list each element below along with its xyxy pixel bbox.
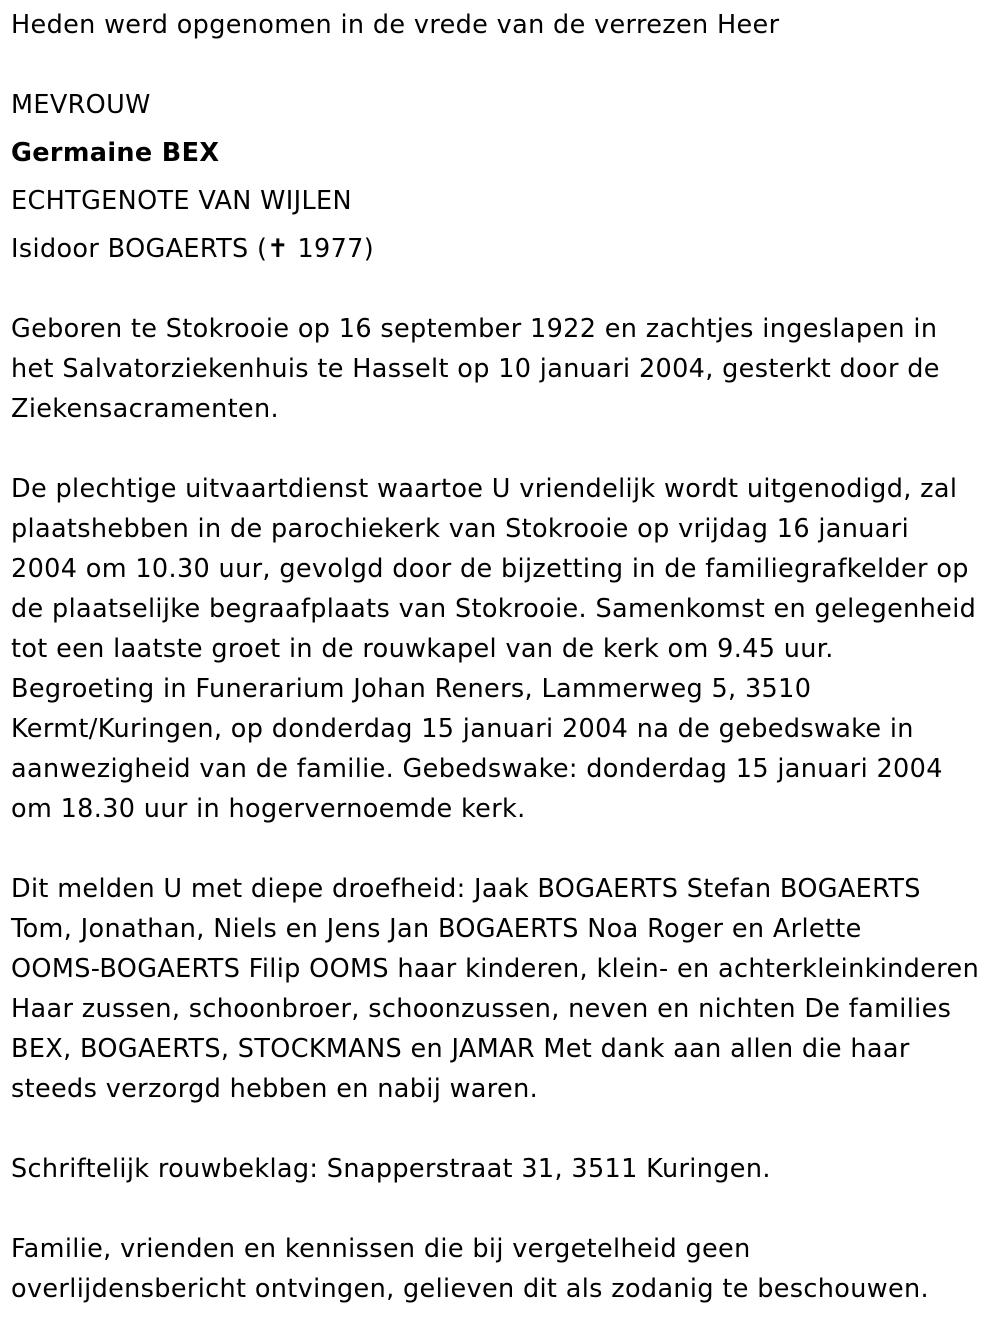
paragraph-line: OOMS-BOGAERTS Filip OOMS haar kinderen, klein- en achterkleinkinderen (11, 954, 980, 984)
relation-text: ECHTGENOTE VAN WIJLEN (11, 186, 352, 216)
intro-text: Heden werd opgenomen in de vrede van de verrezen Heer (11, 10, 780, 40)
paragraph-line: Ziekensacramenten. (11, 394, 279, 424)
paragraph-line: 2004 om 10.30 uur, gevolgd door de bijzetting in de familiegrafkelder op (11, 554, 969, 584)
paragraph-line: Geboren te Stokrooie op 16 september 1922 en zachtjes ingeslapen in (11, 314, 938, 344)
paragraph-line: Kermt/Kuringen, op donderdag 15 januari 2004 na de gebedswake in (11, 714, 914, 744)
paragraph-line: Begroeting in Funerarium Johan Reners, Lammerweg 5, 3510 (11, 674, 812, 704)
paragraph-line: Tom, Jonathan, Niels en Jens Jan BOGAERTS Noa Roger en Arlette (11, 914, 862, 944)
paragraph-line: tot een laatste groet in de rouwkapel van de kerk om 9.45 uur. (11, 634, 834, 664)
deceased-name: Germaine BEX (11, 138, 220, 168)
paragraph-line: aanwezigheid van de familie. Gebedswake: donderdag 15 januari 2004 (11, 754, 943, 784)
paragraph-line: het Salvatorziekenhuis te Hasselt op 10 januari 2004, gesterkt door de (11, 354, 940, 384)
spouse-name: Isidoor BOGAERTS (✝ 1977) (11, 234, 375, 264)
condolence-address: Schriftelijk rouwbeklag: Snapperstraat 31, 3511 Kuringen. (11, 1154, 771, 1184)
paragraph-line: Haar zussen, schoonbroer, schoonzussen, neven en nichten De families (11, 994, 952, 1024)
honorific: MEVROUW (11, 90, 151, 120)
paragraph-line: de plaatselijke begraafplaats van Stokrooie. Samenkomst en gelegenheid (11, 594, 977, 624)
paragraph-line: Familie, vrienden en kennissen die bij vergetelheid geen (11, 1234, 751, 1264)
paragraph-line: steeds verzorgd hebben en nabij waren. (11, 1074, 539, 1104)
paragraph-line: om 18.30 uur in hogervernoemde kerk. (11, 794, 526, 824)
paragraph-line: overlijdensbericht ontvingen, gelieven dit als zodanig te beschouwen. (11, 1274, 929, 1304)
paragraph-line: BEX, BOGAERTS, STOCKMANS en JAMAR Met dank aan allen die haar (11, 1034, 910, 1064)
paragraph-line: De plechtige uitvaartdienst waartoe U vriendelijk wordt uitgenodigd, zal (11, 474, 958, 504)
paragraph-line: Dit melden U met diepe droefheid: Jaak BOGAERTS Stefan BOGAERTS (11, 874, 921, 904)
paragraph-line: plaatshebben in de parochiekerk van Stokrooie op vrijdag 16 januari (11, 514, 910, 544)
